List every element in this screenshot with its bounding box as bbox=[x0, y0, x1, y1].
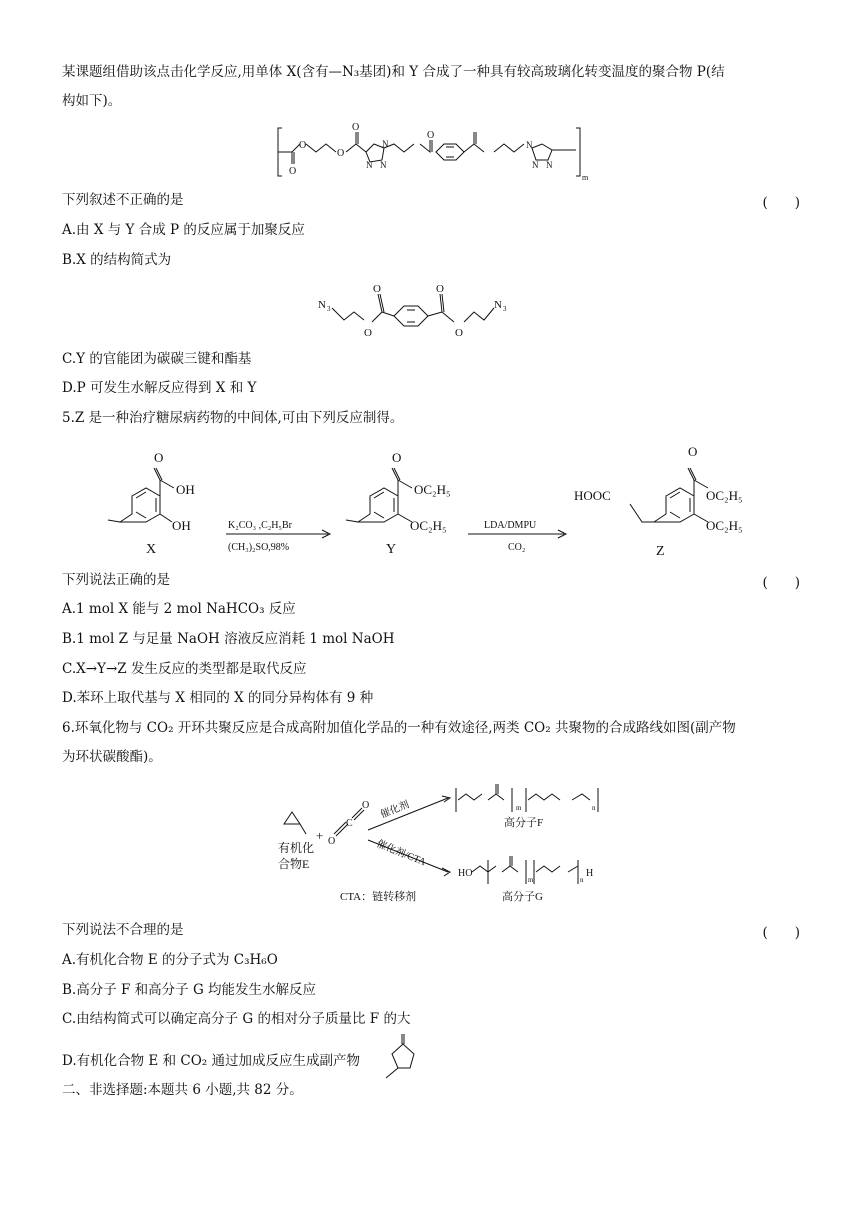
intro-line-1: 某课题组借助该点击化学反应,用单体 X(含有—N₃基团)和 Y 合成了一种具有较高玻璃化转变温度的聚合物 P(结 bbox=[62, 64, 725, 80]
q6-option-c: C.由结构简式可以确定高分子 G 的相对分子质量比 F 的大 bbox=[62, 1011, 411, 1027]
x-o4: O bbox=[455, 327, 463, 339]
q5-answer-bracket[interactable]: ( ) bbox=[762, 575, 800, 591]
q5-question: 下列说法正确的是 bbox=[62, 572, 170, 588]
y-oet1: OC₂H₅ bbox=[414, 482, 451, 497]
q5-option-a: A.1 mol X 能与 2 mol NaHCO₃ 反应 bbox=[62, 601, 296, 617]
q6-reaction-scheme bbox=[272, 778, 602, 908]
q4-option-a: A.由 X 与 Y 合成 P 的反应属于加聚反应 bbox=[62, 222, 305, 238]
co2-oxygen-2: O bbox=[362, 800, 370, 811]
z-o: O bbox=[688, 444, 698, 459]
arrow2-reagents-bottom: CO₂ bbox=[508, 542, 526, 553]
x-n3-right-sub: 3 bbox=[503, 305, 507, 313]
q6-option-a: A.有机化合物 E 的分子式为 C₃H₆O bbox=[62, 952, 278, 968]
polymer-p-structure bbox=[270, 118, 590, 182]
q6-option-b: B.高分子 F 和高分子 G 均能发生水解反应 bbox=[62, 982, 317, 998]
q5-option-c: C.X→Y→Z 发生反应的类型都是取代反应 bbox=[62, 661, 307, 677]
q5-reaction-scheme bbox=[100, 440, 760, 565]
x-oh1: OH bbox=[176, 482, 195, 497]
catalyst-cta-label: 催化剂/CTA bbox=[374, 838, 428, 869]
q4-answer-bracket[interactable]: ( ) bbox=[762, 195, 800, 211]
co2-oxygen-1: O bbox=[328, 836, 336, 847]
z-oet1: OC₂H₅ bbox=[706, 488, 743, 503]
polymer-g-label: 高分子G bbox=[502, 891, 543, 903]
compound-e-label-1: 有机化 bbox=[278, 841, 315, 855]
g-m: m bbox=[528, 876, 534, 884]
f-m: m bbox=[516, 804, 522, 812]
g-h: H bbox=[586, 868, 594, 879]
intro-line-2: 构如下)。 bbox=[62, 93, 122, 109]
z-hooc: HOOC bbox=[574, 488, 611, 503]
q6-answer-bracket[interactable]: ( ) bbox=[762, 925, 800, 941]
y-oet2: OC₂H₅ bbox=[410, 518, 447, 533]
polymer-n1: N bbox=[382, 139, 389, 149]
q5-option-d: D.苯环上取代基与 X 相同的 X 的同分异构体有 9 种 bbox=[62, 690, 374, 706]
section-2-heading: 二、非选择题:本题共 6 小题,共 82 分。 bbox=[62, 1082, 303, 1098]
x-n3-left: N bbox=[318, 299, 326, 311]
polymer-o1: O bbox=[299, 140, 307, 151]
z-oet2: OC₂H₅ bbox=[706, 518, 743, 533]
cyclic-carbonate-structure bbox=[382, 1034, 422, 1094]
q4-option-d: D.P 可发生水解反应得到 X 和 Y bbox=[62, 380, 257, 396]
arrow1-reagents-bottom: (CH₃)₂SO,98% bbox=[228, 542, 290, 553]
q5-option-b: B.1 mol Z 与足量 NaOH 溶液反应消耗 1 mol NaOH bbox=[62, 631, 395, 647]
q6-question: 下列说法不合理的是 bbox=[62, 922, 184, 938]
y-label: Y bbox=[386, 542, 397, 557]
arrow2-reagents-top: LDA/DMPU bbox=[484, 520, 537, 531]
polymer-o5: O bbox=[427, 130, 435, 141]
polymer-f-label: 高分子F bbox=[504, 817, 544, 829]
catalyst-label: 催化剂 bbox=[379, 799, 411, 821]
x-label: X bbox=[146, 542, 157, 557]
compound-e-label-2: 合物E bbox=[278, 857, 310, 871]
x-n3-left-sub: 3 bbox=[327, 305, 331, 313]
x-o: O bbox=[154, 450, 164, 465]
cta-note: CTA：链转移剂 bbox=[340, 891, 417, 903]
g-n: n bbox=[580, 876, 584, 884]
x-oh2: OH bbox=[172, 518, 191, 533]
q4-option-b: B.X 的结构简式为 bbox=[62, 252, 172, 268]
polymer-n4: N bbox=[526, 140, 533, 150]
g-ho: HO bbox=[458, 868, 473, 879]
polymer-n2: N bbox=[380, 160, 387, 170]
polymer-o4: O bbox=[352, 122, 360, 133]
f-n: n bbox=[592, 804, 596, 812]
x-o3: O bbox=[436, 283, 444, 295]
x-o1: O bbox=[373, 283, 381, 295]
polymer-o3: O bbox=[337, 148, 345, 159]
plus-sign: + bbox=[316, 828, 324, 843]
co2-carbon: C bbox=[346, 818, 353, 829]
polymer-n6: N bbox=[532, 160, 539, 170]
structure-x-q4 bbox=[318, 280, 558, 342]
x-o2: O bbox=[364, 327, 372, 339]
arrow1-reagents-top: K₂CO₃ ,C₂H₅Br bbox=[228, 520, 292, 531]
z-label: Z bbox=[656, 544, 665, 559]
polymer-o2: O bbox=[289, 166, 297, 177]
q6-stem-line-1: 6.环氧化物与 CO₂ 开环共聚反应是合成高附加值化学品的一种有效途径,两类 CO₂ 共聚物的合成路线如图(副产物 bbox=[62, 720, 736, 736]
q4-stem: 下列叙述不正确的是 bbox=[62, 192, 184, 208]
q4-option-c: C.Y 的官能团为碳碳三键和酯基 bbox=[62, 351, 252, 367]
q5-stem: 5.Z 是一种治疗糖尿病药物的中间体,可由下列反应制得。 bbox=[62, 410, 404, 426]
x-n3-right: N bbox=[494, 299, 502, 311]
polymer-n5: N bbox=[546, 160, 553, 170]
q6-option-d: D.有机化合物 E 和 CO₂ 通过加成反应生成副产物 bbox=[62, 1053, 360, 1069]
polymer-m: m bbox=[582, 173, 589, 182]
polymer-n3: N bbox=[366, 160, 373, 170]
y-o: O bbox=[392, 450, 402, 465]
q6-stem-line-2: 为环状碳酸酯)。 bbox=[62, 749, 162, 765]
